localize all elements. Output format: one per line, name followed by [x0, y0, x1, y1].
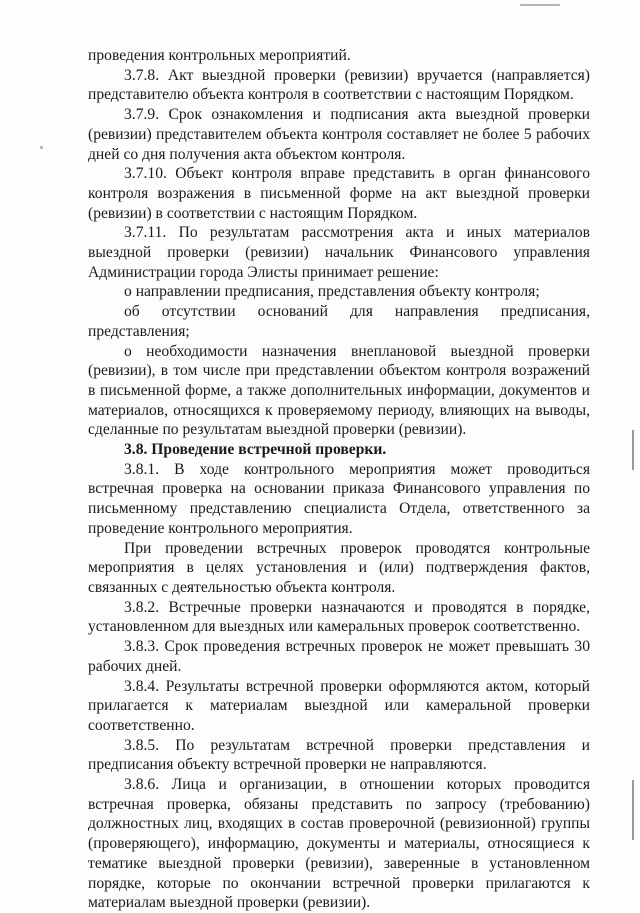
paragraph: 3.8.5. По результатам встречной проверки представления и предписания объекту встречной проверки не направляются.: [88, 736, 590, 774]
list-item: о необходимости назначения внеплановой выездной проверки (ревизии), в том числе при представлении объектом контроля возражений в письменной форме, а также дополнительных информации, документов и материалов, относящихся к проверяемому периоду, влияющих на выводы, сделанные по результатам выездной проверки (ревизии).: [88, 342, 590, 439]
paragraph: проведения контрольных мероприятий.: [88, 47, 351, 64]
scan-edge-mark: [632, 780, 634, 840]
paragraph: 3.8.1. В ходе контрольного мероприятия может проводиться встречная проверка на основании приказа Финансового управления по письменному представлению специалиста Отдела, ответственного за проведение контрольного мероприятия.: [88, 460, 590, 537]
paragraph: 3.7.11. По результатам рассмотрения акта и иных материалов выездной проверки (ревизии) начальник Финансового управления Администрации города Элисты принимает решение:: [88, 224, 590, 281]
paragraph: При проведении встречных проверок проводятся контрольные мероприятия в целях установления и (или) подтверждения фактов, связанных с деятельностью объекта контроля.: [88, 539, 590, 596]
paragraph: 3.8.6. Лица и организации, в отношении которых проводится встречная проверка, обязаны представить по запросу (требованию) должностных лиц, входящих в состав проверочной (ревизионной) группы (проверяющего), информацию, документы и материалы, относящиеся к тематике выездной проверки (ревизии), заверенные в установленном порядке, которые по окончании встречной проверки прилагаются к материалам выездной проверки (ревизии).: [88, 776, 590, 912]
scan-speck: [520, 4, 560, 6]
paragraph: 3.8.4. Результаты встречной проверки оформляются актом, который прилагается к материалам выездной или камеральной проверки соответственно.: [88, 677, 590, 734]
paragraph: 3.8.2. Встречные проверки назначаются и проводятся в порядке, установленном для выездных или камеральных проверок соответственно.: [88, 598, 590, 636]
scan-speck: [40, 146, 43, 149]
paragraph: 3.7.10. Объект контроля вправе представить в орган финансового контроля возражения в письменной форме на акт выездной проверки (ревизии) в соответствии с настоящим Порядком.: [88, 165, 590, 222]
document-body: [88, 46, 590, 913]
paragraph: 3.7.9. Срок ознакомления и подписания акта выездной проверки (ревизии) представителем объекта контроля составляет не более 5 рабочих дней со дня получения акта объектом контроля.: [88, 106, 590, 163]
section-heading: 3.8. Проведение встречной проверки.: [124, 441, 387, 459]
paragraph: 3.7.8. Акт выездной проверки (ревизии) вручается (направляется) представителю объекта контроля в соответствии с настоящим Порядком.: [88, 66, 590, 104]
list-item: об отсутствии оснований для направления предписания, представления;: [88, 303, 590, 340]
list-item: о направлении предписания, представления объекту контроля;: [124, 283, 540, 301]
scan-edge-mark: [632, 430, 634, 470]
paragraph: 3.8.3. Срок проведения встречных проверок не может превышать 30 рабочих дней.: [88, 638, 590, 675]
